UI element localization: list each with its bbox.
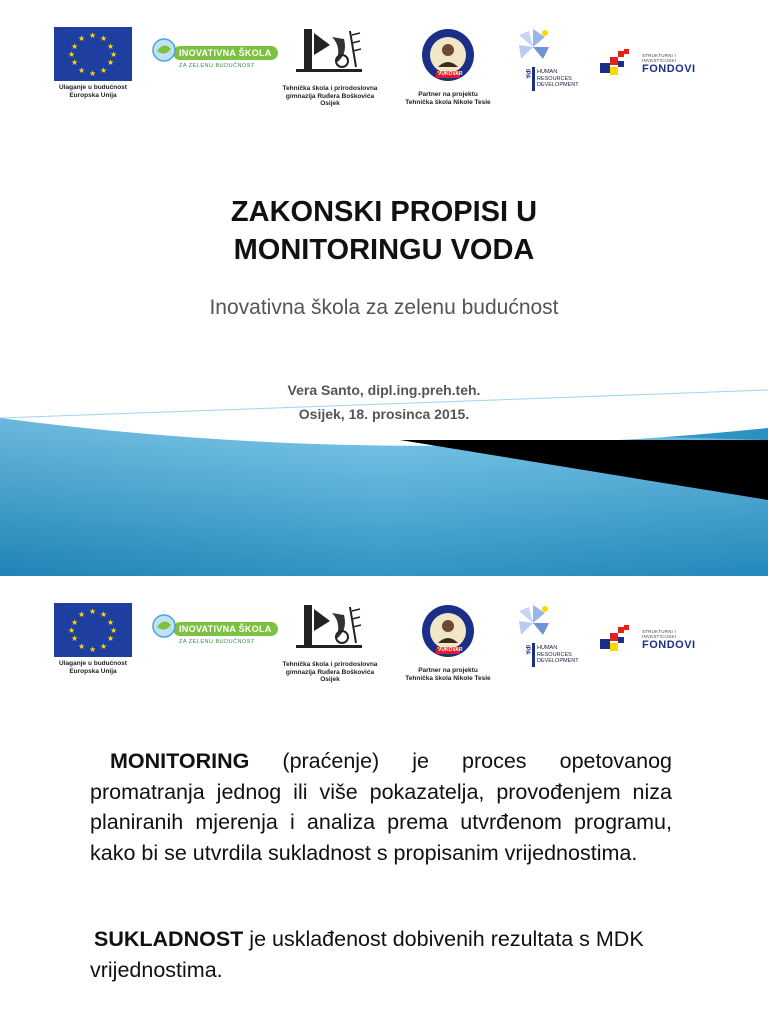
author-name: Vera Santo, dipl.ing.preh.teh. xyxy=(287,382,481,398)
title-line1: ZAKONSKI PROPISI U xyxy=(230,196,538,228)
tesla-caption-line1: Partner na projektu xyxy=(418,667,478,674)
monitoring-term: MONITORING xyxy=(110,749,250,773)
hr-line3: DEVELOPMENT xyxy=(537,82,579,88)
inov-subtitle: ZA ZELENU BUDUĆNOST xyxy=(179,63,255,69)
monitoring-paragraph xyxy=(90,746,672,868)
eu-caption-line2: Europska Unija xyxy=(69,91,117,99)
place-date: Osijek, 18. prosinca 2015. xyxy=(298,406,470,422)
tesla-ring-text: VUKOVAR xyxy=(438,647,463,653)
fondovi-small-text: STRUKTURNI I INVESTICIJSKI xyxy=(642,53,677,63)
school-logo-2 xyxy=(282,603,390,684)
tesla-ring-text: VUKOVAR xyxy=(438,71,463,77)
fondovi-squares-icon xyxy=(600,49,640,79)
school-caption-line3: Osijek xyxy=(320,100,340,107)
eu-caption-line1: Ulaganje u budućnost xyxy=(59,660,127,667)
hr-line3: DEVELOPMENT xyxy=(537,658,579,664)
school-logo xyxy=(282,27,390,108)
logo-row-top xyxy=(0,27,768,127)
school-caption-line3: Osijek xyxy=(320,676,340,683)
school-crest-icon xyxy=(290,27,368,77)
hr-line2: RESOURCES xyxy=(537,651,572,658)
title-line2: MONITORINGU VODA xyxy=(233,234,535,266)
eu-caption-line2: Europska Unija xyxy=(69,667,117,675)
inov-subtitle: ZA ZELENU BUDUĆNOST xyxy=(179,639,255,645)
tesla-caption-line2: Tehnička škola Nikole Tesle xyxy=(405,98,491,106)
inov-title: INOVATIVNA ŠKOLA xyxy=(173,622,278,636)
fondovi-text: FONDOVI xyxy=(642,63,696,75)
sukladnost-paragraph xyxy=(90,924,672,985)
school-caption-line1: Tehnička škola i prirodoslovna xyxy=(282,85,378,92)
eu-logo-2 xyxy=(54,603,132,675)
logo-row-bottom xyxy=(0,603,768,703)
ipa-label: IPA xyxy=(524,69,530,79)
fondovi-small-text: STRUKTURNI I INVESTICIJSKI xyxy=(642,629,677,639)
hr-line1: HUMAN xyxy=(537,645,558,651)
tesla-caption-line1: Partner na projektu xyxy=(418,91,478,98)
ipa-hr-logo xyxy=(515,27,579,88)
monitoring-definition: (praćenje) je proces opetovanog promatranja jednog ili više pokazatelja, provođenjem niza planiranih mjerenja i analiza prema utvrđenom programu, kako bi se utvrdila sukladnost s propisanim vrijednostima. xyxy=(90,749,672,865)
slide-subtitle: Inovativna škola za zelenu budućnost xyxy=(209,296,559,319)
hr-line1: HUMAN xyxy=(537,69,558,75)
pinwheel-icon xyxy=(515,27,551,67)
sukladnost-definition: je usklađenost dobivenih rezultata s MDK vrijednostima. xyxy=(90,927,644,982)
globe-leaf-icon xyxy=(151,613,177,639)
globe-leaf-icon xyxy=(151,37,177,63)
tesla-logo xyxy=(405,27,508,106)
eu-caption-line1: Ulaganje u budućnost xyxy=(59,84,127,91)
hr-line2: RESOURCES xyxy=(537,75,572,82)
pinwheel-icon xyxy=(515,603,551,643)
sukladnost-term: SUKLADNOST xyxy=(94,927,244,951)
eu-flag-icon: ★ ★ ★ ★ ★ ★ ★ ★ ★ ★ ★ ★ xyxy=(54,27,132,81)
school-caption-line2: gimnazija Ruđera Boškovića xyxy=(285,668,375,676)
inov-title: INOVATIVNA ŠKOLA xyxy=(173,46,278,60)
school-crest-icon xyxy=(290,603,368,653)
eu-logo xyxy=(54,27,132,99)
school-caption-line1: Tehnička škola i prirodoslovna xyxy=(282,661,378,668)
fondovi-text: FONDOVI xyxy=(642,639,696,651)
inovativna-logo xyxy=(153,43,278,69)
tesla-logo-2 xyxy=(405,603,508,682)
eu-flag-icon: ★ ★ ★ ★ ★ ★ ★ ★ ★ ★ ★ ★ xyxy=(54,603,132,657)
inovativna-logo-2 xyxy=(153,619,278,645)
school-caption-line2: gimnazija Ruđera Boškovića xyxy=(285,92,375,100)
slide-title xyxy=(0,193,768,269)
ipa-hr-logo-2 xyxy=(515,603,579,664)
ipa-label: IPA xyxy=(524,645,530,655)
tesla-caption-line2: Tehnička škola Nikole Tesle xyxy=(405,674,491,682)
author-block xyxy=(0,378,768,426)
fondovi-squares-icon xyxy=(600,625,640,655)
